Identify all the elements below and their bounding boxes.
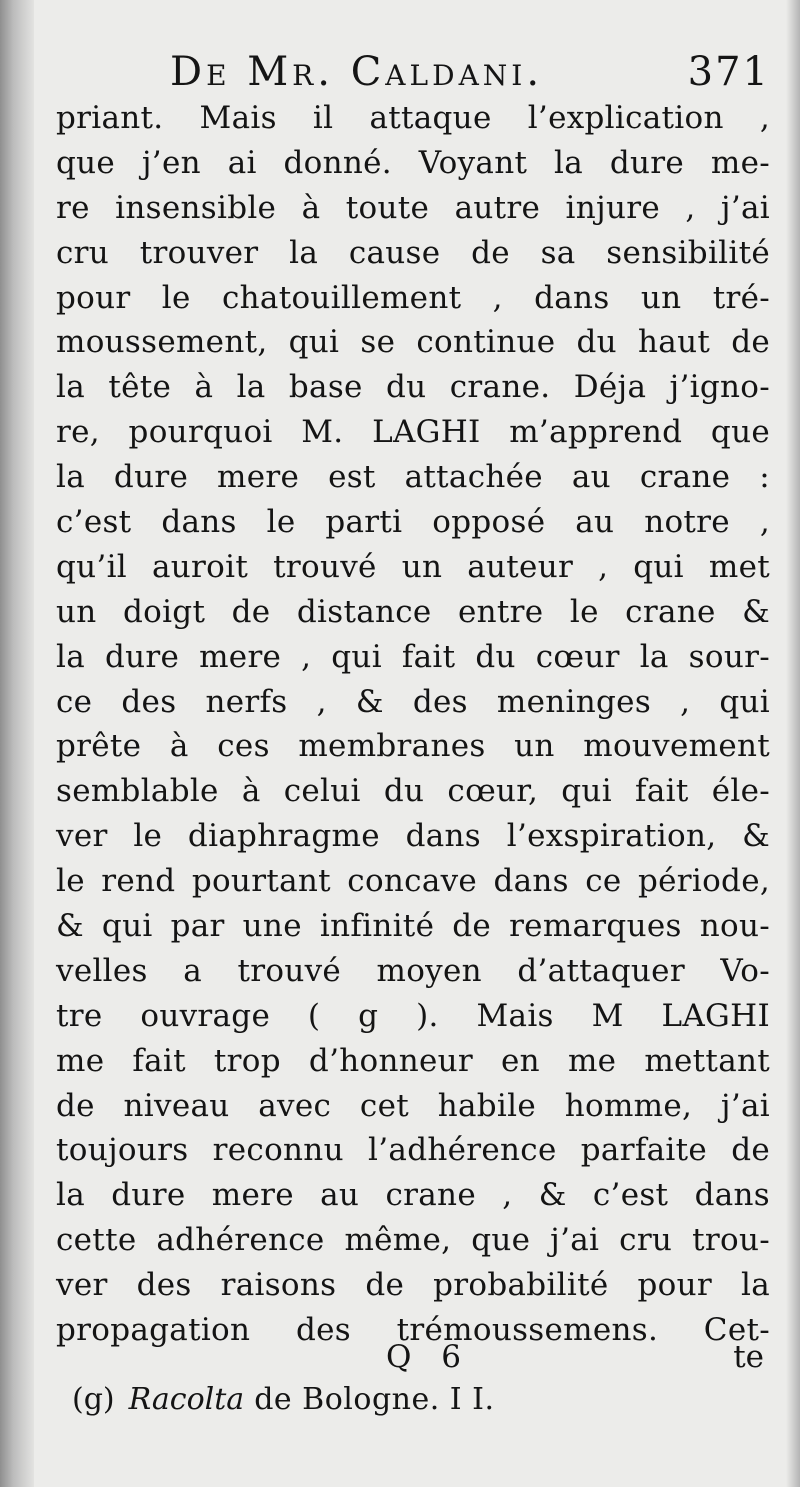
text-line: de niveau avec cet habile homme, j’ai — [56, 1087, 770, 1124]
signature-line — [56, 1335, 770, 1379]
text-line: me fait trop d’honneur en me mettant — [56, 1042, 770, 1079]
text-line: & qui par une infinité de remarques nou- — [56, 908, 770, 945]
text-line: la dure mere est attachée au crane : — [56, 459, 770, 496]
footnote — [72, 1376, 762, 1424]
page-gutter-shadow — [0, 0, 34, 1487]
text-line: tre ouvrage ( g ). Mais M LAGHI — [56, 997, 770, 1034]
running-title: De Mr. Caldani. — [170, 49, 544, 95]
text-line: la dure mere au crane , & c’est dans — [56, 1177, 770, 1214]
text-line: cru trouver la cause de sa sensibilité — [56, 234, 770, 271]
text-line: propagation des trémoussemens. Cet- — [56, 1312, 770, 1349]
text-line: le rend pourtant concave dans ce période, — [56, 863, 770, 900]
text-line: prête à ces membranes un mouvement — [56, 728, 770, 765]
text-line: que j’en ai donné. Voyant la dure me- — [56, 144, 770, 181]
text-line: moussement, qui se continue du haut de — [56, 324, 770, 361]
page-edge-shadow — [786, 0, 800, 1487]
text-line: semblable à celui du cœur, qui fait éle- — [56, 773, 770, 810]
text-line: la tête à la base du crane. Déja j’igno- — [56, 369, 770, 406]
text-line: la dure mere , qui fait du cœur la sour- — [56, 638, 770, 675]
text-line: re, pourquoi M. LAGHI m’apprend que — [56, 414, 770, 451]
catchword: te — [733, 1339, 764, 1375]
footnote-marker: (g) — [72, 1382, 115, 1417]
text-line: ce des nerfs , & des meninges , qui — [56, 683, 770, 720]
text-line: ver des raisons de probabilité pour la — [56, 1267, 770, 1304]
footnote-source: Racolta — [128, 1382, 245, 1417]
text-line: toujours reconnu l’adhérence parfaite de — [56, 1132, 770, 1169]
footnote-text: de Bologne. I I. — [254, 1382, 495, 1417]
text-line: un doigt de distance entre le crane & — [56, 593, 770, 630]
running-head — [170, 42, 780, 102]
text-line: priant. Mais il attaque l’explication , — [56, 100, 770, 136]
text-line: velles a trouvé moyen d’attaquer Vo- — [56, 952, 770, 989]
text-line: c’est dans le parti opposé au notre , — [56, 504, 770, 541]
page-number: 371 — [687, 49, 770, 95]
body-text — [56, 96, 770, 1353]
text-line: ver le diaphragme dans l’exspiration, & — [56, 818, 770, 855]
signature-mark: Q 6 — [386, 1339, 471, 1375]
text-line: qu’il auroit trouvé un auteur , qui met — [56, 548, 770, 585]
text-line: re insensible à toute autre injure , j’ai — [56, 189, 770, 226]
text-line: pour le chatouillement , dans un tré- — [56, 279, 770, 316]
text-line: cette adhérence même, que j’ai cru trou- — [56, 1222, 770, 1259]
